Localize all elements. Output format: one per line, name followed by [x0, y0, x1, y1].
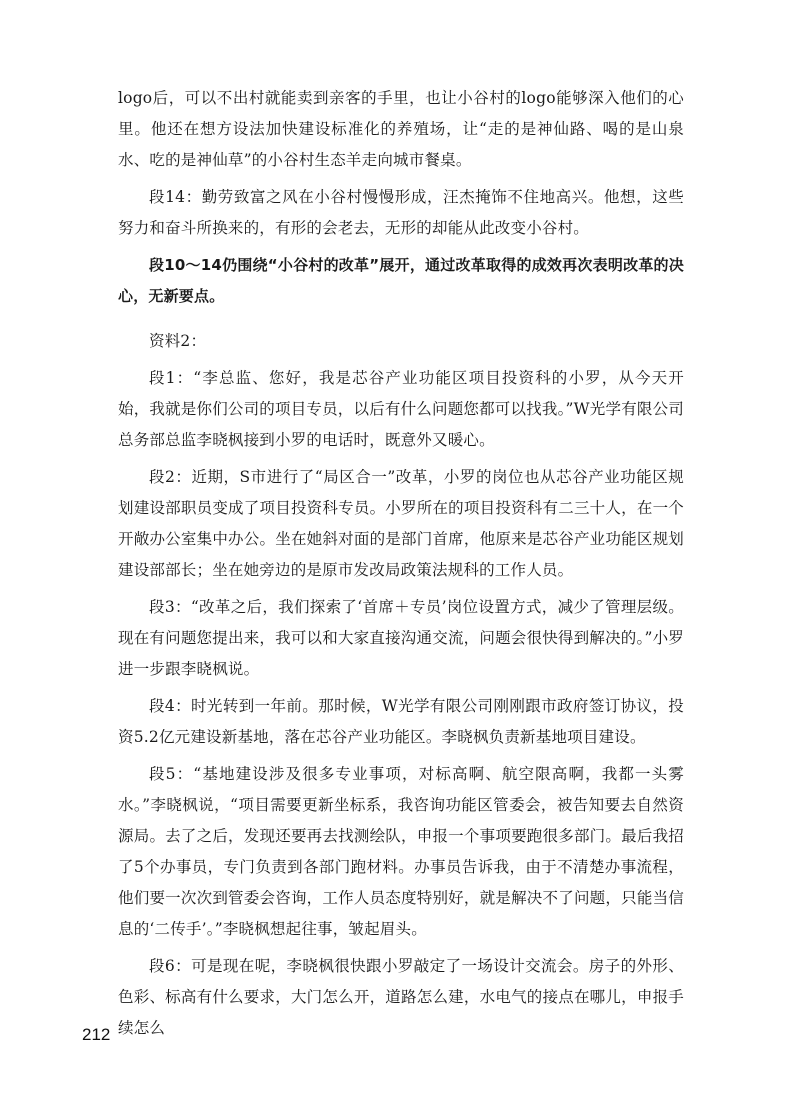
material-heading: 资料2：: [149, 332, 207, 350]
paragraph-continuation: logo后，可以不出村就能卖到亲客的手里，也让小谷村的logo能够深入他们的心里。他还在想方设法加快建设标准化的养殖场，让“走的是神仙路、喝的是山泉水、吃的是神仙草”的小谷村生态羊走向城市餐桌。: [118, 89, 684, 169]
text-column: [118, 83, 684, 1044]
page-number: 212: [82, 1025, 111, 1044]
paragraph-section-3: 段3：“改革之后，我们探索了‘首席＋专员’岗位设置方式，减少了管理层级。现在有问题您提出来，我可以和大家直接沟通交流，问题会很快得到解决的。”小罗进一步跟李晓枫说。: [118, 598, 684, 678]
paragraph-section-14: 段14：勤劳致富之风在小谷村慢慢形成，汪杰掩饰不住地高兴。他想，这些努力和奋斗所换来的，有形的会老去，无形的却能从此改变小谷村。: [118, 188, 684, 237]
paragraph-section-4: 段4：时光转到一年前。那时候，W光学有限公司刚刚跟市政府签订协议，投资5.2亿元建设新基地，落在芯谷产业功能区。李晓枫负责新基地项目建设。: [118, 697, 684, 746]
paragraph-section-1: 段1：“李总监、您好，我是芯谷产业功能区项目投资科的小罗，从今天开始，我就是你们公司的项目专员，以后有什么问题您都可以找我。”W光学有限公司总务部总监李晓枫接到小罗的电话时，既意外又暖心。: [118, 369, 685, 449]
paragraph-section-2: 段2：近期，S市进行了“局区合一”改革，小罗的岗位也从芯谷产业功能区规划建设部职员变成了项目投资科专员。小罗所在的项目投资科有二三十人，在一个开敞办公室集中办公。坐在她斜对面的是部门首席，他原来是芯谷产业功能区规划建设部部长；坐在她旁边的是原市发改局政策法规科的工作人员。: [118, 468, 684, 579]
paragraph-section-6: 段6：可是现在呢，李晓枫很快跟小罗敲定了一场设计交流会。房子的外形、色彩、标高有什么要求，大门怎么开，道路怎么建，水电气的接点在哪儿，申报手续怎么: [118, 957, 684, 1037]
paragraph-summary-note: 段10～14仍围绕“小谷村的改革”展开，通过改革取得的成效再次表明改革的决心，无新要点。: [118, 256, 684, 305]
paragraph-section-5: 段5：“基地建设涉及很多专业事项，对标高啊、航空限高啊，我都一头雾水。”李晓枫说，“项目需要更新坐标系，我咨询功能区管委会，被告知要去自然资源局。去了之后，发现还要再去找测绘队，申报一个事项要跑很多部门。最后我招了5个办事员，专门负责到各部门跑材料。办事员告诉我，由于不清楚办事流程，他们要一次次到管委会咨询，工作人员态度特别好，就是解决不了问题，只能当信息的‘二传手’。”李晓枫想起往事，皱起眉头。: [118, 765, 684, 938]
